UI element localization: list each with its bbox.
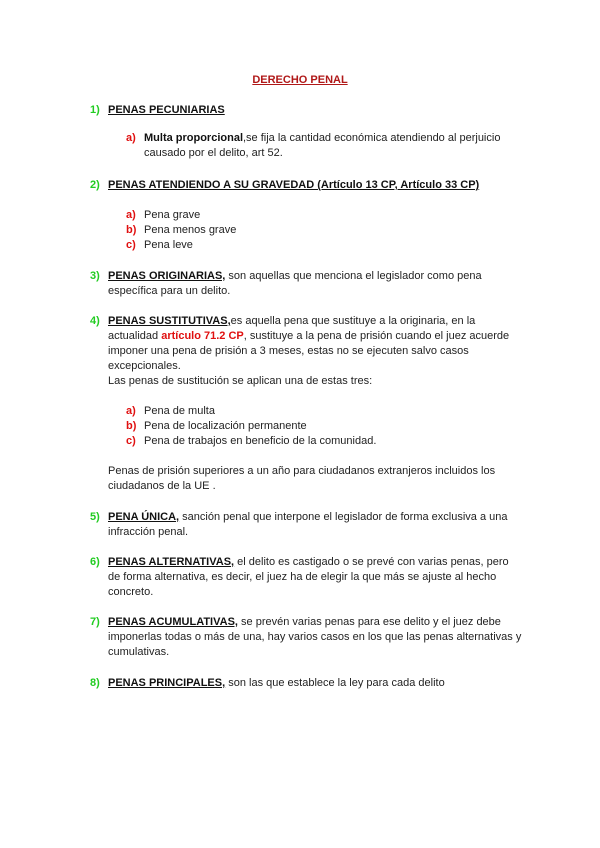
section-5 xyxy=(108,510,518,540)
section-4 xyxy=(108,314,518,389)
section-6 xyxy=(108,555,518,600)
sub-letter: c) xyxy=(126,435,136,447)
section-note: Penas de prisión superiores a un año para ciudadanos extranjeros incluidos los ciudadanos de la UE . xyxy=(108,465,496,492)
item-number: 1) xyxy=(90,104,100,116)
sub-item: Pena de trabajos en beneficio de la comunidad. xyxy=(144,435,377,447)
sub-letter: c) xyxy=(126,239,136,251)
sub-text: ,se fija la cantidad económica atendiendo al perjuicio causado por el delito, art 52. xyxy=(144,132,501,159)
item-number: 7) xyxy=(90,616,100,628)
sub-item: Pena de localización permanente xyxy=(144,420,307,432)
sub-letter: b) xyxy=(126,224,137,236)
section-heading: PENAS PECUNIARIAS xyxy=(108,104,225,116)
sub-bold: Multa proporcional xyxy=(144,132,243,144)
section-7 xyxy=(108,615,528,660)
sub-item: Pena grave xyxy=(144,209,201,221)
section-text: el delito es castigado o se prevé con varias penas, pero de forma alternativa, es decir, el juez ha de elegir la que más se ajuste al hecho concreto. xyxy=(108,556,509,598)
section-heading: PENAS ORIGINARIAS, xyxy=(108,270,226,282)
sub-item: Pena de multa xyxy=(144,405,215,417)
item-number: 8) xyxy=(90,677,100,689)
item-number: 4) xyxy=(90,315,100,327)
section-text: , sustituye a la pena de prisión cuando el juez acuerde imponer una pena de prisión a 3 meses, estas no se ejecuten salvo casos excepcionales. xyxy=(108,330,510,372)
section-8 xyxy=(108,676,518,691)
page-title: DERECHO PENAL xyxy=(252,74,348,86)
section-text: se prevén varias penas para ese delito y el juez debe imponerlas todas o más de una, hay varios casos en los que las penas alternativas y cumulativas. xyxy=(108,616,522,658)
section-text: Las penas de sustitución se aplican una de estas tres: xyxy=(108,375,373,387)
section-heading: PENAS ACUMULATIVAS, xyxy=(108,616,238,628)
section-3 xyxy=(108,269,518,299)
item-number: 3) xyxy=(90,270,100,282)
section-heading: PENAS ALTERNATIVAS, xyxy=(108,556,235,568)
article-reference: artículo 71.2 CP xyxy=(161,330,244,342)
sub-letter: b) xyxy=(126,420,137,432)
sub-item: Pena menos grave xyxy=(144,224,237,236)
section-heading: PENAS SUSTITUTIVAS, xyxy=(108,315,231,327)
section-heading: PENAS ATENDIENDO A SU GRAVEDAD (Artículo 13 CP, Artículo 33 CP) xyxy=(108,179,480,191)
section-2 xyxy=(108,178,528,193)
section-1 xyxy=(108,103,518,118)
section-text: sanción penal que interpone el legislador de forma exclusiva a una infracción penal. xyxy=(108,511,508,538)
item-number: 2) xyxy=(90,179,100,191)
sub-letter: a) xyxy=(126,132,136,144)
item-number: 5) xyxy=(90,511,100,523)
sub-letter: a) xyxy=(126,405,136,417)
sub-letter: a) xyxy=(126,209,136,221)
section-heading: PENAS PRINCIPALES, xyxy=(108,677,226,689)
sub-item xyxy=(144,131,514,161)
section-text: son las que establece la ley para cada delito xyxy=(225,677,445,689)
section-text: es aquella pena que sustituye a la originaria, en la actualidad xyxy=(108,315,476,342)
section-heading: PENA ÚNICA, xyxy=(108,511,180,523)
section-text: son aquellas que menciona el legislador como pena específica para un delito. xyxy=(108,270,482,297)
sub-item: Pena leve xyxy=(144,239,193,251)
item-number: 6) xyxy=(90,556,100,568)
